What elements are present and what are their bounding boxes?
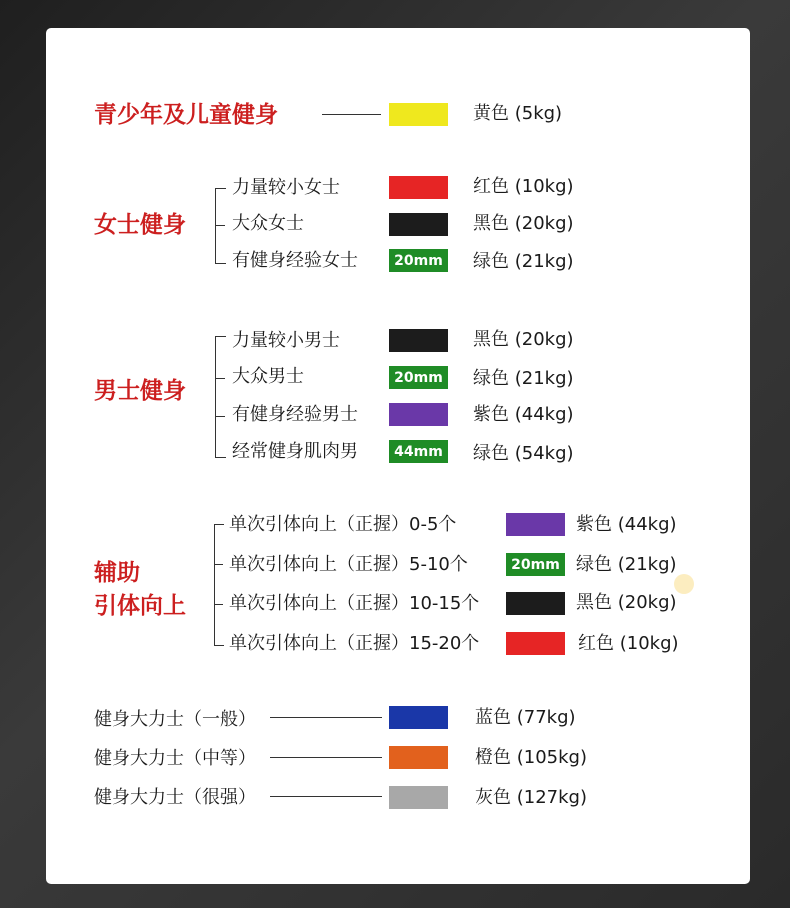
bracket — [215, 188, 226, 264]
color-weight-label: 绿色 (21kg) — [576, 554, 677, 575]
bracket — [214, 524, 224, 646]
row-label: 健身大力士（很强） — [94, 787, 256, 808]
color-swatch — [389, 329, 448, 352]
swatch-size-label: 44mm — [394, 443, 443, 460]
row-label: 经常健身肌肉男 — [232, 441, 358, 462]
color-weight-label: 黑色 (20kg) — [473, 329, 574, 350]
swatch-size-label: 20mm — [511, 556, 560, 573]
row-label: 力量较小男士 — [232, 330, 340, 351]
color-swatch — [389, 706, 448, 729]
connector-line — [270, 796, 382, 797]
decorative-dot — [674, 574, 694, 594]
color-weight-label: 灰色 (127kg) — [475, 787, 587, 808]
category-women: 女士健身 — [94, 212, 186, 238]
color-swatch — [506, 513, 565, 536]
row-label: 单次引体向上（正握）0-5个 — [229, 514, 457, 535]
bracket-tick — [215, 225, 225, 226]
swatch-size-label: 20mm — [394, 252, 443, 269]
bracket-tick — [215, 378, 225, 379]
color-weight-label: 红色 (10kg) — [578, 633, 679, 654]
resistance-band-chart-card — [46, 28, 750, 884]
category-pullup-line2: 引体向上 — [94, 593, 186, 619]
color-weight-label: 紫色 (44kg) — [576, 514, 677, 535]
row-label: 单次引体向上（正握）5-10个 — [229, 554, 468, 575]
color-weight-label: 橙色 (105kg) — [475, 747, 587, 768]
row-label: 力量较小女士 — [232, 177, 340, 198]
color-weight-label: 绿色 (21kg) — [473, 368, 574, 389]
bracket-tick — [214, 604, 223, 605]
swatch-size-label: 20mm — [394, 369, 443, 386]
color-weight-label: 紫色 (44kg) — [473, 404, 574, 425]
color-swatch — [389, 403, 448, 426]
color-weight-label: 蓝色 (77kg) — [475, 707, 576, 728]
color-swatch — [506, 632, 565, 655]
row-label: 单次引体向上（正握）15-20个 — [229, 633, 480, 654]
color-swatch — [506, 592, 565, 615]
color-swatch — [389, 249, 448, 272]
color-weight-label: 黑色 (20kg) — [576, 592, 677, 613]
color-swatch — [389, 176, 448, 199]
color-weight-label: 绿色 (54kg) — [473, 443, 574, 464]
row-label: 健身大力士（一般） — [94, 709, 256, 730]
category-men: 男士健身 — [94, 378, 186, 404]
row-label: 大众男士 — [232, 366, 304, 387]
bracket — [215, 336, 226, 458]
bracket-tick — [214, 564, 223, 565]
color-weight-label: 黑色 (20kg) — [473, 213, 574, 234]
connector-line — [270, 717, 382, 718]
row-label: 健身大力士（中等） — [94, 748, 256, 769]
color-weight-label: 红色 (10kg) — [473, 176, 574, 197]
row-label: 有健身经验女士 — [232, 250, 358, 271]
row-label: 有健身经验男士 — [232, 404, 358, 425]
color-swatch — [389, 366, 448, 389]
color-swatch — [506, 553, 565, 576]
color-swatch — [389, 786, 448, 809]
color-swatch — [389, 440, 448, 463]
row-label: 大众女士 — [232, 213, 304, 234]
category-pullup-line1: 辅助 — [94, 560, 140, 586]
color-weight-label: 绿色 (21kg) — [473, 251, 574, 272]
color-swatch — [389, 103, 448, 126]
bracket-tick — [215, 416, 225, 417]
color-weight-label: 黄色 (5kg) — [473, 103, 563, 124]
connector-line — [270, 757, 382, 758]
color-swatch — [389, 213, 448, 236]
row-label: 单次引体向上（正握）10-15个 — [229, 593, 480, 614]
category-youth: 青少年及儿童健身 — [94, 102, 278, 128]
connector-line — [322, 114, 381, 115]
color-swatch — [389, 746, 448, 769]
